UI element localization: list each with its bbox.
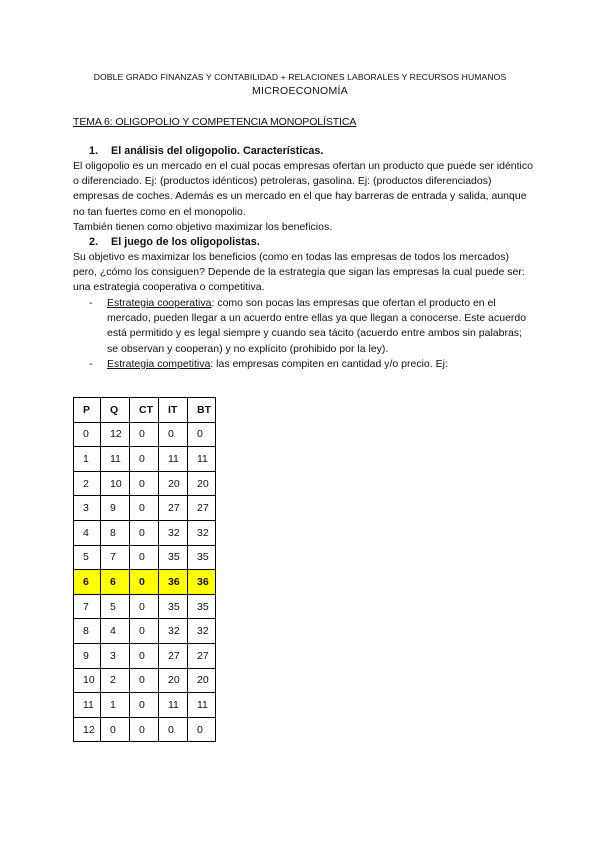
table-cell: 0 bbox=[130, 619, 159, 644]
table-cell: 11 bbox=[74, 693, 101, 718]
table-row bbox=[74, 422, 216, 447]
table-cell: 0 bbox=[130, 471, 159, 496]
table-cell: 0 bbox=[188, 717, 216, 742]
section-2-number: 2. bbox=[89, 236, 99, 248]
table-cell: 20 bbox=[188, 668, 216, 693]
bullet-competitive bbox=[89, 357, 529, 372]
table-cell: 32 bbox=[188, 520, 216, 545]
header-cell: P bbox=[74, 398, 101, 423]
table-body bbox=[74, 422, 216, 742]
section-1-number: 1. bbox=[89, 145, 99, 157]
section-1-title: El análisis del oligopolio. Características. bbox=[111, 145, 324, 157]
header-cell: CT bbox=[130, 398, 159, 423]
table-row bbox=[74, 717, 216, 742]
table-cell: 35 bbox=[159, 545, 188, 570]
table-cell: 11 bbox=[101, 447, 130, 472]
bullet-cooperative bbox=[89, 296, 529, 357]
table-cell: 8 bbox=[101, 520, 130, 545]
table-cell: 11 bbox=[159, 693, 188, 718]
table-cell: 0 bbox=[130, 520, 159, 545]
table-row bbox=[74, 668, 216, 693]
section-1-paragraph: El oligopolio es un mercado en el cual pocas empresas ofertan un producto que puede ser idéntico o diferenciado. Ej: (productos idénticos) petroleras, gasolina. Ej: (productos diferenciados) empresas de coches. Además es un mercado en el que hay barreras de entrada y salida, aunque no tan fuertes como en el monopolio. bbox=[73, 160, 533, 218]
table-cell: 1 bbox=[101, 693, 130, 718]
table-cell: 1 bbox=[74, 447, 101, 472]
table-row bbox=[74, 619, 216, 644]
table-cell: 0 bbox=[130, 717, 159, 742]
table-cell: 10 bbox=[74, 668, 101, 693]
bullet-dash: - bbox=[89, 297, 93, 309]
table-cell: 36 bbox=[188, 570, 216, 595]
table-header-row bbox=[74, 398, 216, 423]
table-cell: 4 bbox=[74, 520, 101, 545]
table-cell: 11 bbox=[188, 693, 216, 718]
subject-header: MICROECONOMÍA bbox=[251, 85, 349, 97]
degree-header: DOBLE GRADO FINANZAS Y CONTABILIDAD + RELACIONES LABORALES Y RECURSOS HUMANOS bbox=[93, 72, 507, 82]
header-cell: Q bbox=[101, 398, 130, 423]
table-cell: 3 bbox=[74, 496, 101, 521]
table-cell: 3 bbox=[101, 643, 130, 668]
table-cell: 0 bbox=[159, 717, 188, 742]
table-cell: 6 bbox=[74, 570, 101, 595]
table-cell: 11 bbox=[188, 447, 216, 472]
table-cell: 0 bbox=[130, 668, 159, 693]
table-cell: 27 bbox=[188, 643, 216, 668]
table-cell: 8 bbox=[74, 619, 101, 644]
table-row bbox=[74, 520, 216, 545]
table-cell: 0 bbox=[130, 447, 159, 472]
table-cell: 20 bbox=[188, 471, 216, 496]
table-cell: 35 bbox=[188, 545, 216, 570]
table-cell: 27 bbox=[159, 496, 188, 521]
table-cell: 0 bbox=[130, 570, 159, 595]
section-2-heading bbox=[89, 236, 260, 248]
table-cell: 2 bbox=[74, 471, 101, 496]
bullet-text: : las empresas compiten en cantidad y/o precio. Ej: bbox=[210, 358, 448, 370]
table-cell: 27 bbox=[188, 496, 216, 521]
table-cell: 32 bbox=[159, 520, 188, 545]
table-cell: 0 bbox=[130, 545, 159, 570]
section-2-paragraph: Su objetivo es maximizar los beneficios (como en todas las empresas de todos los mercados) pero, ¿cómo los consiguen? Depende de la estrategia que sigan las empresas la cual puede ser: una estrategia cooperativa o competitiva. bbox=[73, 251, 525, 294]
header-cell: IT bbox=[159, 398, 188, 423]
table-cell: 32 bbox=[159, 619, 188, 644]
table-cell: 20 bbox=[159, 668, 188, 693]
table-cell: 0 bbox=[130, 693, 159, 718]
table-cell: 4 bbox=[101, 619, 130, 644]
bullet-lead: Estrategia competitiva bbox=[107, 358, 211, 370]
table-cell: 11 bbox=[159, 447, 188, 472]
table-cell: 0 bbox=[101, 717, 130, 742]
table-cell: 35 bbox=[159, 594, 188, 619]
bullet-dash: - bbox=[89, 358, 93, 370]
table-cell: 9 bbox=[101, 496, 130, 521]
bullet-text: : como son pocas las empresas que ofertan el producto en el mercado, pueden llegar a un acuerdo entre ellas ya que llegan a conocerse. Este acuerdo está permitido y es legal siempre y cuando sea tácito (acuerdo entre ambos sin palabras; se observan y cooperan) y no explícito (prohibido por la ley). bbox=[107, 297, 527, 355]
table-cell: 12 bbox=[74, 717, 101, 742]
table-cell: 35 bbox=[188, 594, 216, 619]
table-cell: 20 bbox=[159, 471, 188, 496]
table-row bbox=[74, 447, 216, 472]
table-cell: 0 bbox=[159, 422, 188, 447]
table-cell: 27 bbox=[159, 643, 188, 668]
table-cell: 0 bbox=[130, 643, 159, 668]
table-row bbox=[74, 643, 216, 668]
table-cell: 12 bbox=[101, 422, 130, 447]
table-row bbox=[74, 471, 216, 496]
table-row-highlighted bbox=[74, 570, 216, 595]
topic-title: TEMA 6: OLIGOPOLIO Y COMPETENCIA MONOPOLÍSTICA bbox=[73, 116, 357, 128]
table-cell: 6 bbox=[101, 570, 130, 595]
table-row bbox=[74, 693, 216, 718]
table-cell: 0 bbox=[130, 496, 159, 521]
table-row bbox=[74, 496, 216, 521]
table-cell: 32 bbox=[188, 619, 216, 644]
table-cell: 0 bbox=[188, 422, 216, 447]
table-cell: 5 bbox=[74, 545, 101, 570]
bullet-lead: Estrategia cooperativa bbox=[107, 297, 212, 309]
header-cell: BT bbox=[188, 398, 216, 423]
table-cell: 7 bbox=[101, 545, 130, 570]
table-cell: 10 bbox=[101, 471, 130, 496]
section-1-heading bbox=[89, 145, 323, 157]
price-quantity-table bbox=[73, 397, 216, 742]
table-cell: 0 bbox=[74, 422, 101, 447]
table-cell: 2 bbox=[101, 668, 130, 693]
table-cell: 0 bbox=[130, 594, 159, 619]
section-2-title: El juego de los oligopolistas. bbox=[111, 236, 260, 248]
table-cell: 7 bbox=[74, 594, 101, 619]
table-cell: 0 bbox=[130, 422, 159, 447]
table-cell: 36 bbox=[159, 570, 188, 595]
table-row bbox=[74, 594, 216, 619]
section-1-paragraph-2: También tienen como objetivo maximizar los beneficios. bbox=[73, 221, 333, 233]
table-row bbox=[74, 545, 216, 570]
table-cell: 9 bbox=[74, 643, 101, 668]
table-cell: 5 bbox=[101, 594, 130, 619]
